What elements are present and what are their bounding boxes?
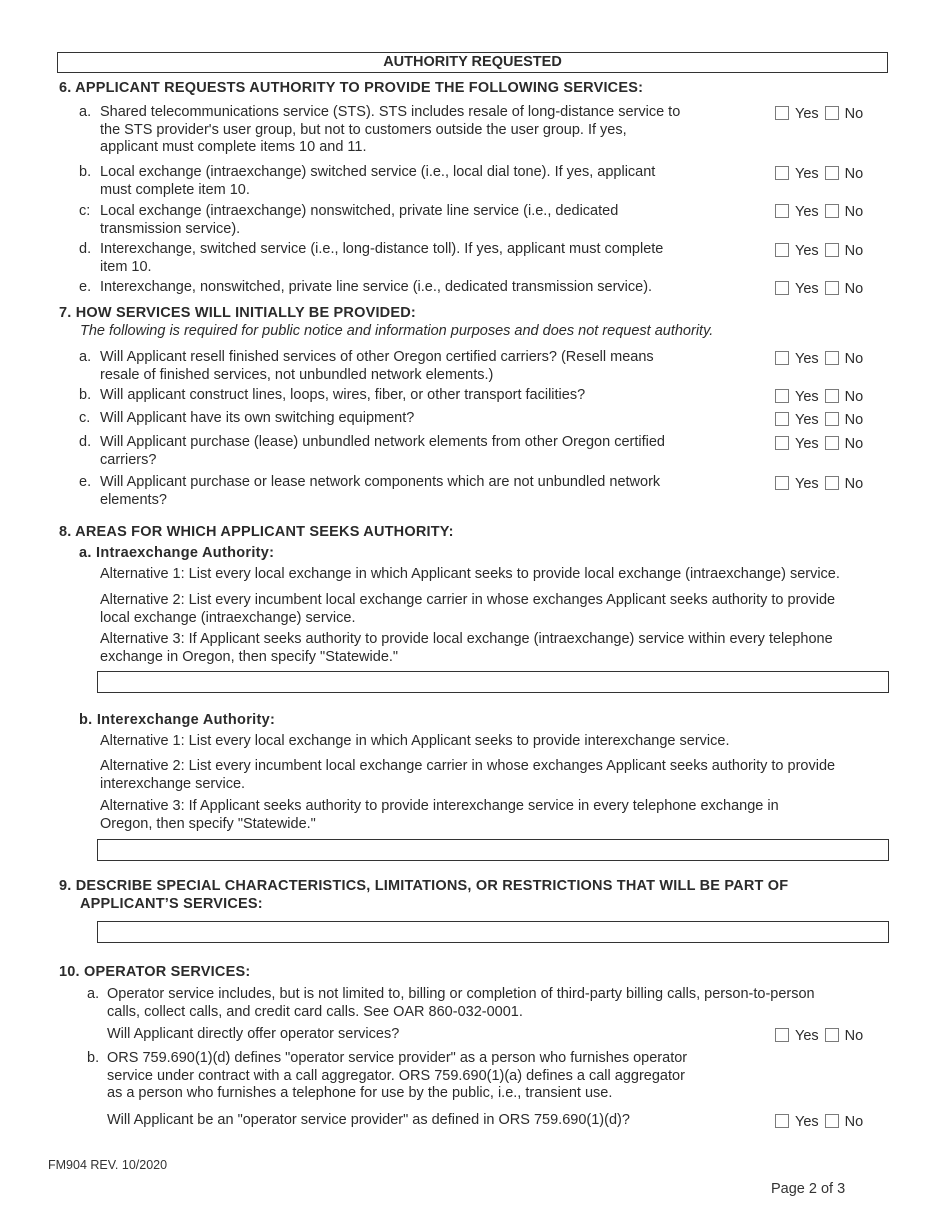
s7-c-yes-checkbox[interactable] xyxy=(775,412,789,426)
s6-b-yes-no: Yes No xyxy=(775,166,863,182)
s6-d-yes-no: Yes No xyxy=(775,243,863,259)
s8-a-alt1: Alternative 1: List every local exchange in which Applicant seeks to provide local exchange (intraexchange) service. xyxy=(100,566,840,582)
s8-a-title: a. Intraexchange Authority: xyxy=(79,545,275,561)
s6-e-text: Interexchange, nonswitched, private line service (i.e., dedicated transmission service). xyxy=(100,279,653,295)
s6-d-text: Interexchange, switched service (i.e., long-distance toll). If yes, applicant must complete item 10. xyxy=(100,241,664,275)
s7-b-no-checkbox[interactable] xyxy=(825,389,839,403)
s6-c-yes-checkbox[interactable] xyxy=(775,204,789,218)
s7-a-text: Will Applicant resell finished services of other Oregon certified carriers? (Resell means resale of finished services, not unbundled network elements.) xyxy=(100,349,654,383)
s6-c-text: Local exchange (intraexchange) nonswitched, private line service (i.e., dedicated transmission service). xyxy=(100,203,619,237)
s6-e-no-checkbox[interactable] xyxy=(825,281,839,295)
s7-a-no-checkbox[interactable] xyxy=(825,351,839,365)
intraexchange-authority-field[interactable] xyxy=(97,671,889,693)
s6-a-yes-checkbox[interactable] xyxy=(775,106,789,120)
s6-e-label: e. xyxy=(79,279,92,295)
special-characteristics-field[interactable] xyxy=(97,921,889,943)
s8-b-alt1: Alternative 1: List every local exchange in which Applicant seeks to provide interexchange service. xyxy=(100,733,730,749)
s7-c-no-checkbox[interactable] xyxy=(825,412,839,426)
s6-d-no-checkbox[interactable] xyxy=(825,243,839,257)
interexchange-authority-field[interactable] xyxy=(97,839,889,861)
s6-c-yes-no: Yes No xyxy=(775,204,863,220)
s6-d-label: d. xyxy=(79,241,92,257)
s8-b-title: b. Interexchange Authority: xyxy=(79,712,276,728)
s8-b-alt2: Alternative 2: List every incumbent local exchange carrier in whose exchanges Applicant seeks authority to provide interexchange service. xyxy=(100,758,836,792)
s6-b-no-checkbox[interactable] xyxy=(825,166,839,180)
section-8-title: 8. AREAS FOR WHICH APPLICANT SEEKS AUTHORITY: xyxy=(59,524,454,540)
s7-b-yes-no: Yes No xyxy=(775,389,863,405)
s6-c-label: c: xyxy=(79,203,91,219)
s7-d-no-checkbox[interactable] xyxy=(825,436,839,450)
section-7-title: 7. HOW SERVICES WILL INITIALLY BE PROVIDED: xyxy=(59,305,416,321)
s6-a-no-checkbox[interactable] xyxy=(825,106,839,120)
s6-a-label: a. xyxy=(79,104,92,120)
s6-d-yes-checkbox[interactable] xyxy=(775,243,789,257)
s10-b-text: ORS 759.690(1)(d) defines "operator service provider" as a person who furnishes operator service under contract with a call aggregator. ORS 759.690(1)(a) defines a call aggregator as a person who furnishes a telephone for use by the public, i.e., transient use. xyxy=(107,1050,688,1101)
s8-a-alt3: Alternative 3: If Applicant seeks authority to provide local exchange (intraexchange) service within every telephone exchange in Oregon, then specify "Statewide." xyxy=(100,631,833,665)
s6-e-yes-checkbox[interactable] xyxy=(775,281,789,295)
s10-b-yes-checkbox[interactable] xyxy=(775,1114,789,1128)
s7-c-yes-no: Yes No xyxy=(775,412,863,428)
s10-a-yes-no: Yes No xyxy=(775,1028,863,1044)
s6-a-text: Shared telecommunications service (STS). STS includes resale of long-distance service to the STS provider's user group, but not to customers outside the user group. If yes, applicant must complete items 10 and 11. xyxy=(100,104,681,155)
s7-d-yes-checkbox[interactable] xyxy=(775,436,789,450)
section-7-note: The following is required for public notice and information purposes and does not request authority. xyxy=(80,323,714,339)
s10-a-yes-checkbox[interactable] xyxy=(775,1028,789,1042)
s8-a-alt2: Alternative 2: List every incumbent local exchange carrier in whose exchanges Applicant seeks authority to provide local exchange (intraexchange) service. xyxy=(100,592,836,626)
s6-b-label: b. xyxy=(79,164,92,180)
s6-c-no-checkbox[interactable] xyxy=(825,204,839,218)
s10-b-yes-no: Yes No xyxy=(775,1114,863,1130)
s8-b-alt3: Alternative 3: If Applicant seeks authority to provide interexchange service in every telephone exchange in Oregon, then specify "Statewide." xyxy=(100,798,779,832)
form-code: FM904 REV. 10/2020 xyxy=(48,1158,168,1172)
s6-b-yes-checkbox[interactable] xyxy=(775,166,789,180)
s6-a-yes-no: Yes No xyxy=(775,106,863,122)
s7-e-no-checkbox[interactable] xyxy=(825,476,839,490)
s10-b-no-checkbox[interactable] xyxy=(825,1114,839,1128)
s10-b-label: b. xyxy=(87,1050,100,1066)
s7-b-text: Will applicant construct lines, loops, wires, fiber, or other transport facilities? xyxy=(100,387,586,403)
s7-e-yes-checkbox[interactable] xyxy=(775,476,789,490)
s7-e-label: e. xyxy=(79,474,92,490)
section-9-title: 9. DESCRIBE SPECIAL CHARACTERISTICS, LIMITATIONS, OR RESTRICTIONS THAT WILL BE PART OF APPLICANT’S SERVICES: xyxy=(59,878,789,912)
s7-a-yes-no: Yes No xyxy=(775,351,863,367)
s7-e-text: Will Applicant purchase or lease network components which are not unbundled network elements? xyxy=(100,474,661,508)
s10-b-question: Will Applicant be an "operator service provider" as defined in ORS 759.690(1)(d)? xyxy=(107,1112,630,1128)
s7-c-text: Will Applicant have its own switching equipment? xyxy=(100,410,415,426)
section-6-title: 6. APPLICANT REQUESTS AUTHORITY TO PROVIDE THE FOLLOWING SERVICES: xyxy=(59,80,644,96)
page-number: Page 2 of 3 xyxy=(771,1181,846,1197)
authority-requested-header: AUTHORITY REQUESTED xyxy=(57,52,888,73)
s7-b-yes-checkbox[interactable] xyxy=(775,389,789,403)
s7-a-yes-checkbox[interactable] xyxy=(775,351,789,365)
s7-c-label: c. xyxy=(79,410,91,426)
s7-b-label: b. xyxy=(79,387,92,403)
s7-e-yes-no: Yes No xyxy=(775,476,863,492)
s10-a-label: a. xyxy=(87,986,100,1002)
s10-a-question: Will Applicant directly offer operator services? xyxy=(107,1026,400,1042)
s10-a-text: Operator service includes, but is not limited to, billing or completion of third-party billing calls, person-to-person calls, collect calls, and credit card calls. See OAR 860-032-0001. xyxy=(107,986,815,1020)
s7-d-yes-no: Yes No xyxy=(775,436,863,452)
s7-d-text: Will Applicant purchase (lease) unbundled network elements from other Oregon certified carriers? xyxy=(100,434,665,468)
s7-a-label: a. xyxy=(79,349,92,365)
s6-e-yes-no: Yes No xyxy=(775,281,863,297)
s7-d-label: d. xyxy=(79,434,92,450)
section-10-title: 10. OPERATOR SERVICES: xyxy=(59,964,251,980)
s6-b-text: Local exchange (intraexchange) switched service (i.e., local dial tone). If yes, applicant must complete item 10. xyxy=(100,164,656,198)
s10-a-no-checkbox[interactable] xyxy=(825,1028,839,1042)
